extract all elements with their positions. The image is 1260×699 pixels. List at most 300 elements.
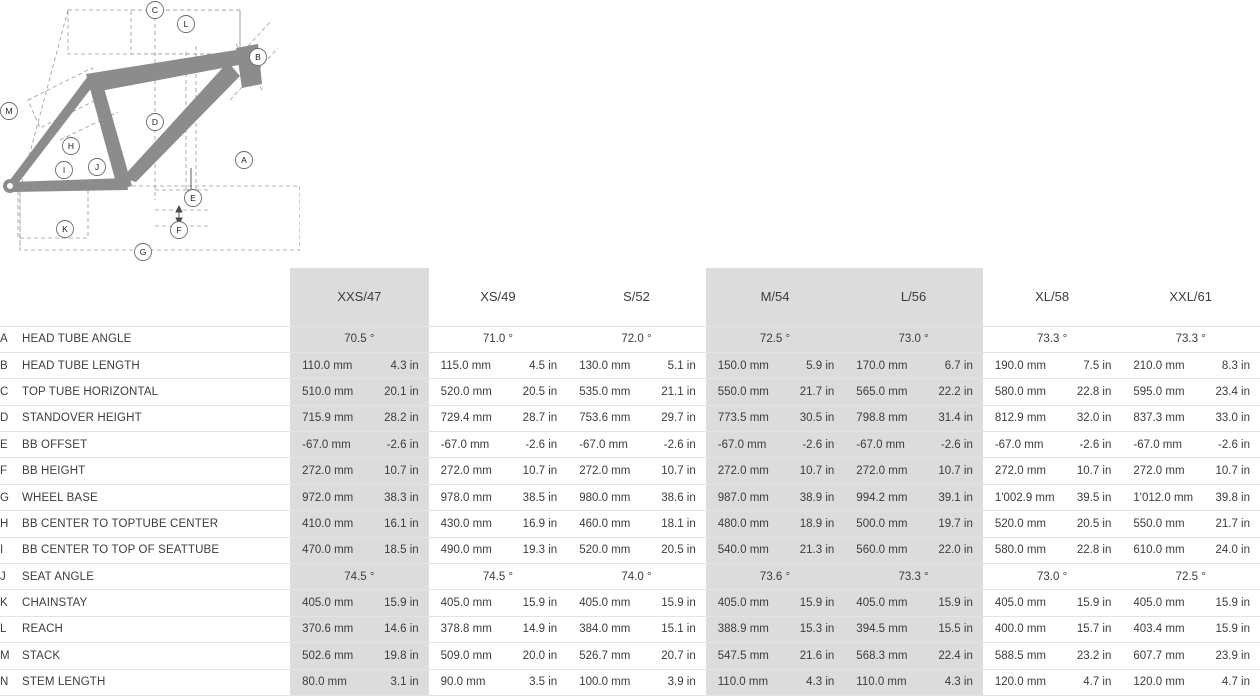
value-metric: 580.0 mm: [994, 544, 1046, 557]
value-angle: 74.0 °: [621, 570, 652, 583]
value-metric: 526.7 mm: [579, 649, 631, 662]
value-angle: 72.5 °: [1175, 570, 1206, 583]
cell-e-s52: [567, 432, 706, 458]
cell-h-xs49: [429, 511, 568, 537]
value-imperial: 21.7 in: [1215, 517, 1250, 530]
value-angle: 70.5 °: [344, 333, 375, 346]
cell-b-s52: [567, 352, 706, 378]
value-metric: 994.2 mm: [856, 491, 908, 504]
value-metric: 715.9 mm: [302, 412, 354, 425]
value-imperial: 19.8 in: [384, 649, 419, 662]
cell-b-m54: [706, 352, 845, 378]
cell-j-xxs47: [290, 564, 429, 590]
row-name: CHAINSTAY: [22, 597, 88, 610]
cell-a-xs49: [429, 326, 568, 352]
value-imperial: 28.7 in: [522, 412, 558, 425]
row-letter: E: [0, 438, 8, 451]
row-label-i: [0, 537, 290, 563]
value-imperial: 39.1 in: [938, 491, 973, 504]
value-imperial: 22.4 in: [938, 649, 973, 662]
value-metric: 753.6 mm: [579, 412, 631, 425]
table-row: [0, 564, 1260, 590]
value-metric: 405.0 mm: [994, 597, 1046, 610]
value-imperial: 33.0 in: [1215, 412, 1250, 425]
row-label-j: [0, 564, 290, 590]
diagram-label-L: L: [183, 19, 189, 29]
table-row: [0, 458, 1260, 484]
value-imperial: 6.7 in: [944, 359, 973, 372]
value-metric: 150.0 mm: [717, 359, 769, 372]
value-metric: 110.0 mm: [856, 676, 907, 689]
value-metric: 120.0 mm: [994, 676, 1046, 689]
cell-h-m54: [706, 511, 845, 537]
row-label-a: [0, 326, 290, 352]
cell-b-xs49: [429, 352, 568, 378]
value-imperial: 20.5 in: [1076, 517, 1112, 530]
value-metric: 510.0 mm: [302, 385, 354, 398]
row-label-b: [0, 352, 290, 378]
cell-l-m54: [706, 616, 845, 642]
cell-l-xs49: [429, 616, 568, 642]
table-row: [0, 326, 1260, 352]
cell-b-xl58: [983, 352, 1122, 378]
value-metric: 190.0 mm: [994, 359, 1046, 372]
value-imperial: 18.5 in: [384, 544, 419, 557]
value-imperial: 10.7 in: [661, 465, 696, 478]
cell-a-xl58: [983, 326, 1122, 352]
cell-n-l56: [844, 669, 983, 695]
value-imperial: 7.5 in: [1083, 359, 1112, 372]
value-metric: 120.0 mm: [1133, 676, 1185, 689]
value-metric: 460.0 mm: [579, 517, 631, 530]
value-metric: 729.4 mm: [440, 412, 492, 425]
diagram-label-I: I: [62, 165, 66, 175]
value-imperial: 15.9 in: [938, 597, 973, 610]
table-row: [0, 669, 1260, 695]
cell-g-xs49: [429, 484, 568, 510]
size-header-s52: S/52: [567, 268, 706, 326]
diagram-label-F: F: [176, 225, 182, 235]
row-letter: A: [0, 333, 8, 346]
diagram-label-J: J: [94, 162, 100, 172]
cell-d-s52: [567, 405, 706, 431]
value-metric: 987.0 mm: [717, 491, 769, 504]
cell-a-l56: [844, 326, 983, 352]
value-metric: 130.0 mm: [579, 359, 631, 372]
value-metric: 400.0 mm: [994, 623, 1046, 636]
value-metric: 490.0 mm: [440, 544, 492, 557]
cell-m-xl58: [983, 643, 1122, 669]
value-metric: 550.0 mm: [717, 385, 769, 398]
value-metric: 812.9 mm: [994, 412, 1046, 425]
cell-i-xxs47: [290, 537, 429, 563]
cell-m-m54: [706, 643, 845, 669]
value-metric: -67.0 mm: [1133, 438, 1182, 451]
cell-n-xxl61: [1121, 669, 1260, 695]
value-metric: 972.0 mm: [302, 491, 354, 504]
cell-n-s52: [567, 669, 706, 695]
value-imperial: 15.7 in: [1076, 623, 1112, 636]
value-metric: 405.0 mm: [1133, 597, 1185, 610]
size-header-l56: L/56: [844, 268, 983, 326]
row-label-f: [0, 458, 290, 484]
cell-c-s52: [567, 379, 706, 405]
row-label-h: [0, 511, 290, 537]
cell-c-xl58: [983, 379, 1122, 405]
cell-l-l56: [844, 616, 983, 642]
cell-m-xs49: [429, 643, 568, 669]
cell-j-xxl61: [1121, 564, 1260, 590]
value-imperial: 8.3 in: [1221, 359, 1250, 372]
row-name: BB OFFSET: [22, 438, 88, 451]
cell-h-l56: [844, 511, 983, 537]
value-metric: 540.0 mm: [717, 544, 769, 557]
cell-c-xs49: [429, 379, 568, 405]
row-letter: M: [0, 649, 10, 662]
value-metric: -67.0 mm: [717, 438, 767, 451]
cell-i-xl58: [983, 537, 1122, 563]
value-imperial: 4.3 in: [390, 359, 419, 372]
row-label-c: [0, 379, 290, 405]
value-metric: 394.5 mm: [856, 623, 908, 636]
cell-f-m54: [706, 458, 845, 484]
row-name: STANDOVER HEIGHT: [22, 412, 142, 425]
value-imperial: 21.7 in: [799, 385, 835, 398]
cell-e-xs49: [429, 432, 568, 458]
cell-j-xs49: [429, 564, 568, 590]
value-angle: 74.5 °: [344, 570, 375, 583]
value-imperial: 15.9 in: [661, 597, 696, 610]
value-imperial: 3.1 in: [390, 676, 419, 689]
value-metric: -67.0 mm: [579, 438, 628, 451]
cell-k-xs49: [429, 590, 568, 616]
value-metric: 210.0 mm: [1133, 359, 1185, 372]
value-metric: 110.0 mm: [302, 359, 353, 372]
value-angle: 73.0 °: [1037, 570, 1068, 583]
row-name: STEM LENGTH: [22, 676, 106, 689]
value-metric: 500.0 mm: [856, 517, 908, 530]
value-imperial: 5.9 in: [806, 359, 835, 372]
cell-f-l56: [844, 458, 983, 484]
table-row: [0, 352, 1260, 378]
table-row: [0, 484, 1260, 510]
table-row: [0, 537, 1260, 563]
value-imperial: 28.2 in: [384, 412, 419, 425]
row-label-n: [0, 669, 290, 695]
value-imperial: 19.7 in: [938, 517, 973, 530]
cell-e-xxs47: [290, 432, 429, 458]
value-imperial: 15.9 in: [1215, 623, 1250, 636]
cell-i-m54: [706, 537, 845, 563]
cell-c-xxs47: [290, 379, 429, 405]
value-imperial: 38.5 in: [522, 491, 558, 504]
row-letter: B: [0, 359, 8, 372]
value-metric: 100.0 mm: [579, 676, 631, 689]
table-row: [0, 616, 1260, 642]
value-imperial: 20.1 in: [384, 385, 419, 398]
value-imperial: 18.1 in: [661, 517, 696, 530]
cell-a-xxl61: [1121, 326, 1260, 352]
value-metric: 90.0 mm: [440, 676, 486, 689]
value-metric: 272.0 mm: [302, 465, 354, 478]
cell-e-m54: [706, 432, 845, 458]
value-imperial: 4.3 in: [806, 676, 835, 689]
diagram-label-B: B: [255, 52, 261, 62]
value-imperial: -2.6 in: [1218, 438, 1250, 451]
value-imperial: 22.8 in: [1076, 544, 1112, 557]
value-imperial: 21.6 in: [799, 649, 835, 662]
cell-g-xxs47: [290, 484, 429, 510]
cell-m-xxl61: [1121, 643, 1260, 669]
row-name: SEAT ANGLE: [22, 570, 95, 583]
row-name: HEAD TUBE LENGTH: [22, 359, 140, 372]
value-imperial: -2.6 in: [802, 438, 835, 451]
row-letter: J: [0, 570, 6, 583]
table-row: [0, 379, 1260, 405]
table-row: [0, 643, 1260, 669]
cell-i-xxl61: [1121, 537, 1260, 563]
row-label-m: [0, 643, 290, 669]
cell-g-xxl61: [1121, 484, 1260, 510]
cell-n-xs49: [429, 669, 568, 695]
value-imperial: 15.9 in: [384, 597, 419, 610]
value-angle: 73.6 °: [759, 570, 791, 583]
cell-f-s52: [567, 458, 706, 484]
size-header-row: [0, 268, 1260, 326]
value-metric: 798.8 mm: [856, 412, 908, 425]
value-metric: 378.8 mm: [440, 623, 492, 636]
cell-f-xxs47: [290, 458, 429, 484]
cell-j-m54: [706, 564, 845, 590]
value-imperial: 4.5 in: [529, 359, 558, 372]
value-metric: 560.0 mm: [856, 544, 908, 557]
value-imperial: 10.7 in: [938, 465, 973, 478]
value-imperial: 32.0 in: [1076, 412, 1112, 425]
value-angle: 71.0 °: [482, 333, 514, 346]
cell-g-xl58: [983, 484, 1122, 510]
value-imperial: 4.7 in: [1083, 676, 1112, 689]
value-imperial: 31.4 in: [938, 412, 973, 425]
cell-h-xxs47: [290, 511, 429, 537]
value-imperial: -2.6 in: [525, 438, 558, 451]
cell-m-xxs47: [290, 643, 429, 669]
value-metric: 568.3 mm: [856, 649, 908, 662]
cell-n-xxs47: [290, 669, 429, 695]
value-imperial: 10.7 in: [1076, 465, 1112, 478]
value-metric: 115.0 mm: [440, 359, 491, 372]
value-imperial: 14.9 in: [522, 623, 558, 636]
value-metric: 565.0 mm: [856, 385, 908, 398]
diagram-label-A: A: [241, 155, 247, 165]
cell-f-xs49: [429, 458, 568, 484]
row-letter: G: [0, 491, 9, 504]
value-metric: -67.0 mm: [856, 438, 905, 451]
value-angle: 73.3 °: [898, 570, 929, 583]
value-imperial: 39.5 in: [1076, 491, 1112, 504]
size-header-xl58: XL/58: [983, 268, 1122, 326]
cell-h-xxl61: [1121, 511, 1260, 537]
diagram-label-G: G: [139, 247, 147, 257]
value-metric: -67.0 mm: [994, 438, 1044, 451]
value-imperial: 10.7 in: [799, 465, 835, 478]
value-imperial: 20.5 in: [522, 385, 558, 398]
cell-c-m54: [706, 379, 845, 405]
table-row: [0, 590, 1260, 616]
value-imperial: 16.9 in: [522, 517, 558, 530]
value-metric: 405.0 mm: [717, 597, 769, 610]
value-imperial: 22.8 in: [1076, 385, 1112, 398]
value-imperial: 4.7 in: [1221, 676, 1250, 689]
value-imperial: 15.9 in: [1076, 597, 1112, 610]
row-letter: K: [0, 597, 8, 610]
value-metric: 403.4 mm: [1133, 623, 1185, 636]
cell-n-xl58: [983, 669, 1122, 695]
measurement-header: [0, 268, 290, 326]
value-metric: 272.0 mm: [579, 465, 631, 478]
cell-b-xxs47: [290, 352, 429, 378]
cell-h-s52: [567, 511, 706, 537]
value-metric: 430.0 mm: [440, 517, 492, 530]
value-imperial: -2.6 in: [663, 438, 696, 451]
value-imperial: 39.8 in: [1215, 491, 1250, 504]
value-metric: 410.0 mm: [302, 517, 354, 530]
cell-k-s52: [567, 590, 706, 616]
cell-d-m54: [706, 405, 845, 431]
value-imperial: 5.1 in: [667, 359, 696, 372]
cell-n-m54: [706, 669, 845, 695]
value-imperial: 15.9 in: [1215, 597, 1250, 610]
cell-i-l56: [844, 537, 983, 563]
diagram-label-C: C: [151, 5, 159, 15]
row-letter: H: [0, 517, 9, 530]
value-angle: 73.3 °: [1175, 333, 1206, 346]
value-angle: 73.3 °: [1037, 333, 1068, 346]
value-metric: 80.0 mm: [302, 676, 347, 689]
cell-e-xl58: [983, 432, 1122, 458]
value-metric: -67.0 mm: [440, 438, 490, 451]
cell-d-xxs47: [290, 405, 429, 431]
geometry-table: [0, 268, 1260, 696]
cell-j-l56: [844, 564, 983, 590]
value-imperial: -2.6 in: [940, 438, 973, 451]
value-imperial: 10.7 in: [522, 465, 558, 478]
cell-c-l56: [844, 379, 983, 405]
value-metric: 272.0 mm: [1133, 465, 1185, 478]
value-metric: 110.0 mm: [717, 676, 769, 689]
diagram-label-E: E: [190, 193, 196, 203]
row-label-e: [0, 432, 290, 458]
value-imperial: -2.6 in: [386, 438, 419, 451]
diagram-label-M: M: [5, 106, 13, 116]
cell-g-l56: [844, 484, 983, 510]
row-name: HEAD TUBE ANGLE: [22, 333, 132, 346]
row-letter: N: [0, 676, 9, 689]
value-imperial: 19.3 in: [522, 544, 558, 557]
cell-i-s52: [567, 537, 706, 563]
value-imperial: 3.5 in: [529, 676, 558, 689]
value-metric: 405.0 mm: [579, 597, 631, 610]
value-imperial: 30.5 in: [799, 412, 835, 425]
value-metric: 405.0 mm: [440, 597, 492, 610]
value-metric: -67.0 mm: [302, 438, 351, 451]
value-metric: 610.0 mm: [1133, 544, 1185, 557]
size-header-m54: M/54: [706, 268, 845, 326]
size-header-xs49: XS/49: [429, 268, 568, 326]
cell-l-s52: [567, 616, 706, 642]
value-imperial: 10.7 in: [384, 465, 419, 478]
value-metric: 595.0 mm: [1133, 385, 1185, 398]
value-metric: 580.0 mm: [994, 385, 1046, 398]
cell-d-xs49: [429, 405, 568, 431]
table-row: [0, 405, 1260, 431]
value-metric: 405.0 mm: [856, 597, 908, 610]
value-imperial: 38.6 in: [661, 491, 696, 504]
value-metric: 272.0 mm: [440, 465, 492, 478]
cell-g-s52: [567, 484, 706, 510]
value-metric: 547.5 mm: [717, 649, 769, 662]
table-row: [0, 511, 1260, 537]
table-row: [0, 432, 1260, 458]
value-imperial: 21.3 in: [799, 544, 835, 557]
row-letter: L: [0, 623, 7, 636]
value-imperial: 10.7 in: [1215, 465, 1250, 478]
value-imperial: 23.4 in: [1215, 385, 1250, 398]
value-imperial: 38.3 in: [384, 491, 419, 504]
cell-k-xxl61: [1121, 590, 1260, 616]
value-metric: 502.6 mm: [302, 649, 354, 662]
cell-k-l56: [844, 590, 983, 616]
value-metric: 978.0 mm: [440, 491, 492, 504]
value-metric: 550.0 mm: [1133, 517, 1185, 530]
value-imperial: 23.9 in: [1215, 649, 1250, 662]
diagram-label-D: D: [151, 117, 159, 127]
value-angle: 72.0 °: [621, 333, 652, 346]
row-letter: I: [0, 544, 4, 557]
value-metric: 405.0 mm: [302, 597, 354, 610]
row-name: BB CENTER TO TOPTUBE CENTER: [22, 517, 219, 530]
geometry-table-header: [0, 268, 1260, 326]
value-imperial: 29.7 in: [661, 412, 696, 425]
cell-k-xl58: [983, 590, 1122, 616]
cell-g-m54: [706, 484, 845, 510]
value-metric: 388.9 mm: [717, 623, 769, 636]
value-metric: 272.0 mm: [717, 465, 769, 478]
cell-l-xl58: [983, 616, 1122, 642]
value-imperial: 15.9 in: [522, 597, 558, 610]
value-imperial: 18.9 in: [799, 517, 835, 530]
value-metric: 272.0 mm: [994, 465, 1046, 478]
value-imperial: 15.5 in: [938, 623, 973, 636]
size-header-xxs47: XXS/47: [290, 268, 429, 326]
cell-j-xl58: [983, 564, 1122, 590]
value-imperial: 20.7 in: [661, 649, 696, 662]
cell-e-xxl61: [1121, 432, 1260, 458]
cell-a-m54: [706, 326, 845, 352]
value-imperial: 4.3 in: [944, 676, 973, 689]
value-imperial: 22.2 in: [938, 385, 973, 398]
value-metric: 837.3 mm: [1133, 412, 1185, 425]
bike-frame-geometry-diagram: [0, 0, 300, 268]
value-metric: 370.6 mm: [302, 623, 354, 636]
cell-h-xl58: [983, 511, 1122, 537]
row-label-l: [0, 616, 290, 642]
cell-l-xxs47: [290, 616, 429, 642]
cell-k-xxs47: [290, 590, 429, 616]
cell-l-xxl61: [1121, 616, 1260, 642]
value-metric: 384.0 mm: [579, 623, 631, 636]
row-label-k: [0, 590, 290, 616]
value-metric: 520.0 mm: [994, 517, 1046, 530]
